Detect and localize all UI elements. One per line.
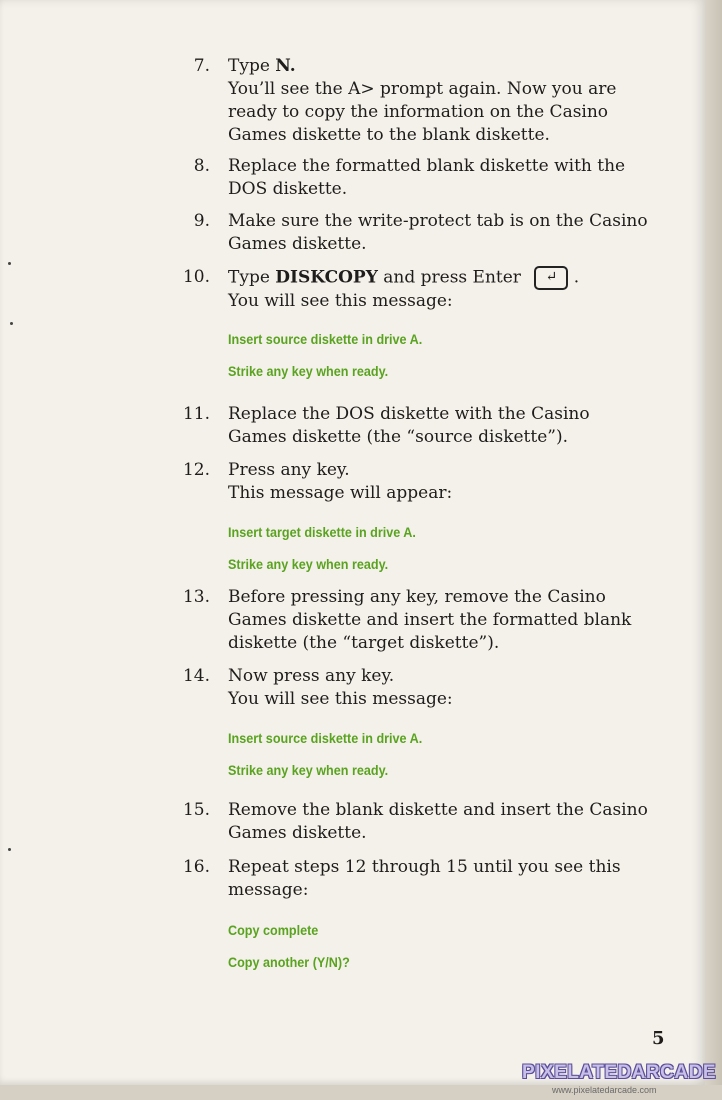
screen-message: Insert target diskette in drive A. — [228, 524, 416, 540]
step-text: Remove the blank diskette and insert the Casino Games diskette. — [228, 800, 648, 843]
step-detail: You will see this message: — [228, 689, 453, 709]
step-text: Repeat steps 12 through 15 until you see this message: — [228, 857, 621, 900]
step-text: Now press any key. — [228, 666, 395, 686]
screen-message: Insert source diskette in drive A. — [228, 730, 423, 746]
screen-message: Strike any key when ready. — [228, 556, 389, 572]
step-number: 16. — [182, 857, 210, 877]
step-detail: You will see this message: — [228, 291, 453, 311]
step-number: 15. — [182, 800, 210, 820]
watermark-url: www.pixelatedarcade.com — [552, 1085, 657, 1095]
watermark-logo: PIXELATEDARCADE — [522, 1062, 716, 1083]
page-number: 5 — [652, 1028, 665, 1049]
step-number: 11. — [182, 404, 210, 424]
screen-message: Copy complete — [228, 922, 319, 938]
step-text: Press any key. — [228, 460, 350, 480]
step-keyword: N. — [275, 56, 296, 76]
binding-spot — [8, 848, 11, 851]
step-end: . — [568, 267, 580, 288]
step-text: Type — [228, 267, 276, 288]
step-text: Replace the DOS diskette with the Casino Games diskette (the “source diskette”). — [228, 404, 590, 447]
step-keyword: DISKCOPY — [275, 267, 378, 288]
step-number: 10. — [182, 267, 210, 287]
binding-spot — [8, 262, 11, 265]
step-detail: This message will appear: — [228, 483, 453, 503]
step-number: 8. — [193, 156, 210, 176]
step-text: Make sure the write-protect tab is on the Casino Games diskette. — [228, 211, 648, 254]
step-detail: You’ll see the A> prompt again. Now you are ready to copy the information on the Casino Games diskette to the blank diskette. — [228, 79, 617, 145]
step-text: Type — [228, 56, 276, 76]
step-text-tail: and press Enter — [377, 267, 521, 288]
screen-message: Insert source diskette in drive A. — [228, 331, 423, 347]
page-edge — [705, 0, 722, 1100]
step-number: 14. — [182, 666, 210, 686]
step-number: 12. — [182, 460, 210, 480]
binding-spot — [10, 322, 13, 325]
screen-message: Strike any key when ready. — [228, 762, 389, 778]
screen-message: Copy another (Y/N)? — [228, 954, 350, 970]
step-number: 13. — [182, 587, 210, 607]
step-text: Replace the formatted blank diskette with the DOS diskette. — [228, 156, 626, 199]
screen-message: Strike any key when ready. — [228, 363, 389, 379]
step-number: 9. — [193, 211, 210, 231]
step-number: 7. — [193, 56, 210, 76]
step-text: Before pressing any key, remove the Casino Games diskette and insert the formatted blank diskette (the “target diskette”). — [228, 587, 632, 653]
enter-key-icon: ↵ — [534, 266, 568, 290]
